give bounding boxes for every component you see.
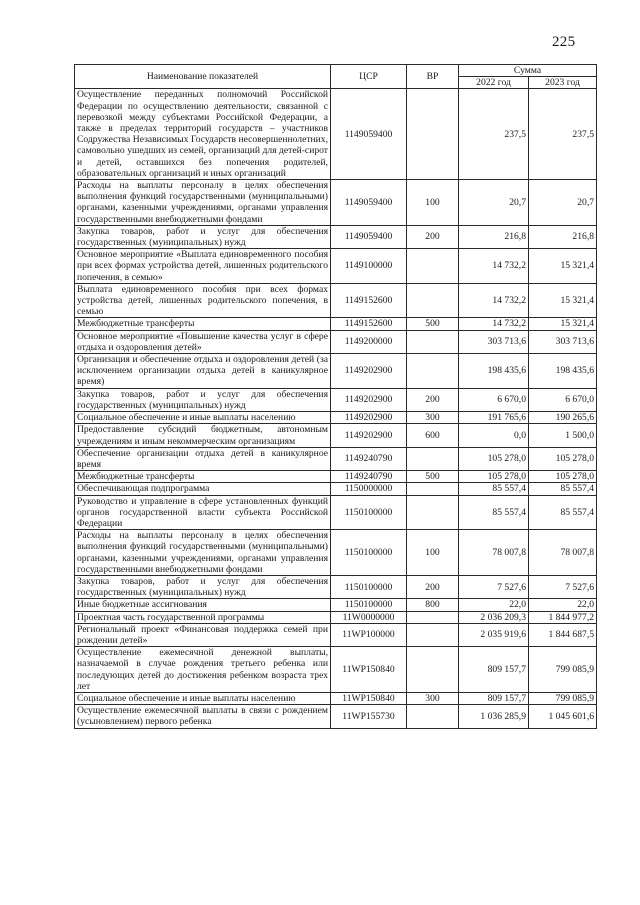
row-amount-2022: 191 765,6 [459, 412, 529, 424]
row-name: Осуществление переданных полномочий Российской Федерации по осуществлению деятельности, связанной с перевозкой между субъектами Российской Федерации, а также в пределах территорий государств – участников Содружества Независимых Государств несовершеннолетних, самовольно ушедших из семей, организаций для детей-сирот и детей, оставшихся без попечения родителей, образовательных организаций и иных организаций [75, 89, 331, 180]
row-amount-2022: 85 557,4 [459, 483, 529, 495]
row-amount-2022: 105 278,0 [459, 471, 529, 483]
header-name: Наименование показателей [75, 65, 331, 89]
row-amount-2023: 105 278,0 [529, 471, 597, 483]
row-vr-code [407, 483, 459, 495]
table-row [75, 483, 597, 495]
row-csr-code: 1149202900 [331, 424, 407, 447]
row-amount-2023: 7 527,6 [529, 575, 597, 598]
header-csr: ЦСР [331, 65, 407, 89]
row-amount-2023: 15 321,4 [529, 283, 597, 318]
row-csr-code: 1149059400 [331, 89, 407, 180]
row-name: Закупка товаров, работ и услуг для обеспечения государственных (муниципальных) нужд [75, 388, 331, 411]
row-vr-code: 200 [407, 225, 459, 248]
row-vr-code [407, 447, 459, 470]
table-row [75, 225, 597, 248]
table-row [75, 647, 597, 693]
row-amount-2022: 0,0 [459, 424, 529, 447]
table-row [75, 471, 597, 483]
row-csr-code: 1149059400 [331, 225, 407, 248]
row-vr-code: 100 [407, 180, 459, 226]
row-amount-2023: 216,8 [529, 225, 597, 248]
row-amount-2022: 216,8 [459, 225, 529, 248]
row-name: Основное мероприятие «Выплата единовременного пособия при всех формах устройства детей, лишенных родительского попечения, в семью» [75, 249, 331, 284]
row-vr-code [407, 647, 459, 693]
row-name: Проектная часть государственной программы [75, 611, 331, 623]
row-vr-code [407, 495, 459, 530]
row-csr-code: 1150000000 [331, 483, 407, 495]
row-amount-2023: 85 557,4 [529, 495, 597, 530]
row-amount-2023: 15 321,4 [529, 249, 597, 284]
row-amount-2023: 78 007,8 [529, 530, 597, 576]
row-amount-2023: 85 557,4 [529, 483, 597, 495]
row-amount-2022: 105 278,0 [459, 447, 529, 470]
row-name: Обеспечение организации отдыха детей в каникулярное время [75, 447, 331, 470]
row-name: Осуществление ежемесячной денежной выплаты, назначаемой в случае рождения третьего ребенка или последующих детей до достижения ребенком возраста трех лет [75, 647, 331, 693]
row-amount-2022: 303 713,6 [459, 330, 529, 353]
row-csr-code: 1149152600 [331, 318, 407, 330]
table-row [75, 180, 597, 226]
row-csr-code: 1149100000 [331, 249, 407, 284]
table-header [75, 65, 597, 89]
row-name: Расходы на выплаты персоналу в целях обеспечения выполнения функций государственными (муниципальными) органами, казенными учреждениями, органами управления государственными внебюджетными фондами [75, 530, 331, 576]
row-amount-2022: 14 732,2 [459, 283, 529, 318]
row-amount-2022: 2 035 919,6 [459, 623, 529, 646]
row-csr-code: 11WP150840 [331, 692, 407, 704]
row-csr-code: 1150100000 [331, 530, 407, 576]
row-name: Выплата единовременного пособия при всех формах устройства детей, лишенных родительского попечения, в семью [75, 283, 331, 318]
row-amount-2022: 809 157,7 [459, 692, 529, 704]
row-name: Закупка товаров, работ и услуг для обеспечения государственных (муниципальных) нужд [75, 575, 331, 598]
table-row [75, 575, 597, 598]
row-amount-2022: 78 007,8 [459, 530, 529, 576]
row-amount-2022: 20,7 [459, 180, 529, 226]
row-name: Руководство и управление в сфере установленных функций органов государственной власти субъекта Российской Федерации [75, 495, 331, 530]
row-vr-code: 500 [407, 471, 459, 483]
row-name: Обеспечивающая подпрограмма [75, 483, 331, 495]
row-vr-code: 500 [407, 318, 459, 330]
row-amount-2023: 303 713,6 [529, 330, 597, 353]
row-vr-code: 100 [407, 530, 459, 576]
table-row [75, 495, 597, 530]
row-csr-code: 11WP150840 [331, 647, 407, 693]
row-csr-code: 1149152600 [331, 283, 407, 318]
row-amount-2022: 1 036 285,9 [459, 705, 529, 728]
row-amount-2023: 22,0 [529, 599, 597, 611]
row-csr-code: 1149202900 [331, 388, 407, 411]
row-csr-code: 1149240790 [331, 471, 407, 483]
row-vr-code [407, 354, 459, 389]
row-csr-code: 1150100000 [331, 495, 407, 530]
table-row [75, 318, 597, 330]
table-row [75, 611, 597, 623]
row-csr-code: 11W0000000 [331, 611, 407, 623]
row-vr-code [407, 283, 459, 318]
page-number: 225 [552, 34, 576, 50]
table-row [75, 354, 597, 389]
row-amount-2022: 809 157,7 [459, 647, 529, 693]
row-csr-code: 1149202900 [331, 354, 407, 389]
row-vr-code [407, 611, 459, 623]
row-amount-2022: 14 732,2 [459, 249, 529, 284]
row-vr-code [407, 249, 459, 284]
row-name: Осуществление ежемесячной выплаты в связи с рождением (усыновлением) первого ребенка [75, 705, 331, 728]
header-year-2022: 2022 год [459, 77, 529, 89]
table-body [75, 89, 597, 728]
row-name: Межбюджетные трансферты [75, 471, 331, 483]
row-vr-code: 300 [407, 692, 459, 704]
row-name: Расходы на выплаты персоналу в целях обеспечения выполнения функций государственными (муниципальными) органами, казенными учреждениями, органами управления государственными внебюджетными фондами [75, 180, 331, 226]
row-csr-code: 11WP155730 [331, 705, 407, 728]
row-vr-code: 800 [407, 599, 459, 611]
table-row [75, 530, 597, 576]
row-amount-2022: 2 036 209,3 [459, 611, 529, 623]
header-year-2023: 2023 год [529, 77, 597, 89]
table-row [75, 447, 597, 470]
row-csr-code: 1149200000 [331, 330, 407, 353]
row-amount-2023: 190 265,6 [529, 412, 597, 424]
row-vr-code: 300 [407, 412, 459, 424]
row-name: Социальное обеспечение и иные выплаты населению [75, 412, 331, 424]
row-amount-2023: 1 500,0 [529, 424, 597, 447]
table-row [75, 330, 597, 353]
table-row [75, 249, 597, 284]
table-row [75, 283, 597, 318]
row-vr-code [407, 705, 459, 728]
table-row [75, 599, 597, 611]
row-csr-code: 1150100000 [331, 599, 407, 611]
table-row [75, 692, 597, 704]
header-sum: Сумма [459, 65, 597, 77]
row-name: Организация и обеспечение отдыха и оздоровления детей (за исключением организации отдыха детей в каникулярное время) [75, 354, 331, 389]
row-name: Социальное обеспечение и иные выплаты населению [75, 692, 331, 704]
row-vr-code: 200 [407, 388, 459, 411]
row-csr-code: 1150100000 [331, 575, 407, 598]
table-row [75, 424, 597, 447]
row-amount-2023: 799 085,9 [529, 692, 597, 704]
row-name: Предоставление субсидий бюджетным, автономным учреждениям и иным некоммерческим организациям [75, 424, 331, 447]
row-amount-2022: 85 557,4 [459, 495, 529, 530]
row-csr-code: 11WP100000 [331, 623, 407, 646]
row-amount-2022: 7 527,6 [459, 575, 529, 598]
row-amount-2022: 198 435,6 [459, 354, 529, 389]
row-csr-code: 1149240790 [331, 447, 407, 470]
row-vr-code [407, 623, 459, 646]
row-amount-2022: 237,5 [459, 89, 529, 180]
row-amount-2022: 22,0 [459, 599, 529, 611]
row-amount-2023: 198 435,6 [529, 354, 597, 389]
row-amount-2023: 20,7 [529, 180, 597, 226]
table-row [75, 412, 597, 424]
row-vr-code [407, 330, 459, 353]
header-vr: ВР [407, 65, 459, 89]
row-amount-2023: 799 085,9 [529, 647, 597, 693]
row-amount-2022: 14 732,2 [459, 318, 529, 330]
row-vr-code [407, 89, 459, 180]
budget-table [74, 64, 597, 729]
row-vr-code: 600 [407, 424, 459, 447]
row-amount-2023: 15 321,4 [529, 318, 597, 330]
row-name: Межбюджетные трансферты [75, 318, 331, 330]
row-amount-2023: 1 045 601,6 [529, 705, 597, 728]
row-name: Основное мероприятие «Повышение качества услуг в сфере отдыха и оздоровления детей» [75, 330, 331, 353]
row-amount-2023: 6 670,0 [529, 388, 597, 411]
row-amount-2023: 1 844 687,5 [529, 623, 597, 646]
row-name: Закупка товаров, работ и услуг для обеспечения государственных (муниципальных) нужд [75, 225, 331, 248]
row-amount-2023: 1 844 977,2 [529, 611, 597, 623]
table-row [75, 388, 597, 411]
row-amount-2023: 237,5 [529, 89, 597, 180]
row-name: Региональный проект «Финансовая поддержка семей при рождении детей» [75, 623, 331, 646]
row-vr-code: 200 [407, 575, 459, 598]
table-row [75, 705, 597, 728]
row-csr-code: 1149059400 [331, 180, 407, 226]
table-row [75, 89, 597, 180]
row-amount-2022: 6 670,0 [459, 388, 529, 411]
row-name: Иные бюджетные ассигнования [75, 599, 331, 611]
row-amount-2023: 105 278,0 [529, 447, 597, 470]
row-csr-code: 1149202900 [331, 412, 407, 424]
table-row [75, 623, 597, 646]
